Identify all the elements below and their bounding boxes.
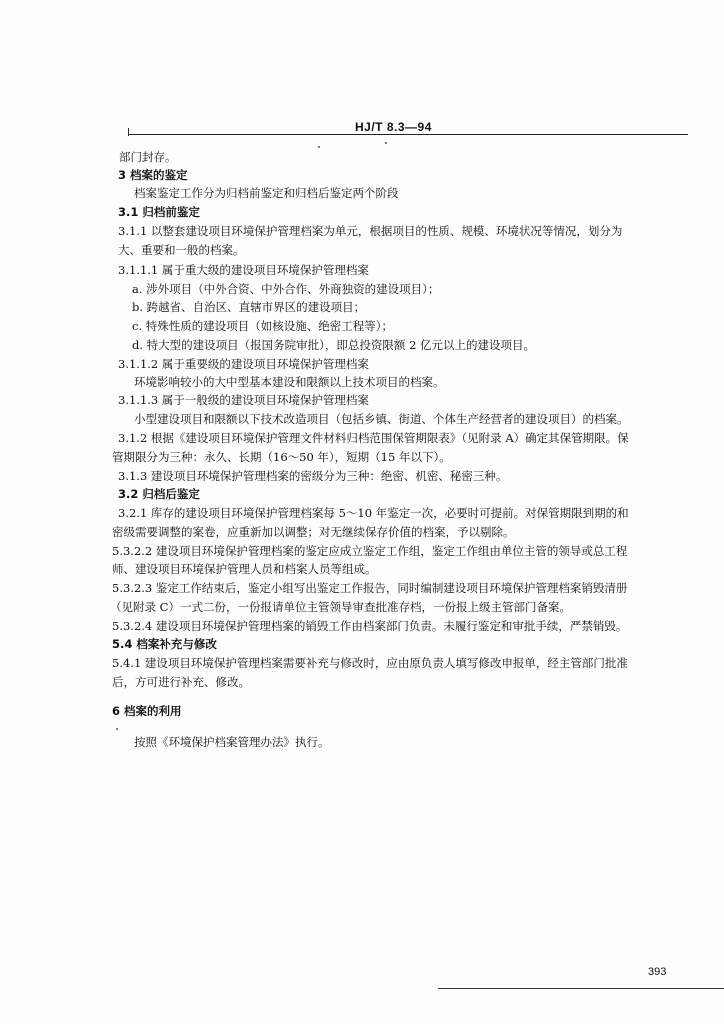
text-line: 环境影响较小的大中型基本建设和限额以上技术项目的档案。 [134, 375, 445, 389]
section-heading: 3 档案的鉴定 [118, 168, 188, 182]
text-line: 密级需要调整的案卷，应重新加以调整；对无继续保存价值的档案，予以剔除。 [112, 525, 515, 539]
text-line: 后，方可进行补充、修改。 [112, 675, 250, 689]
text-line: 3.1.1.2 属于重要级的建设项目环境保护管理档案 [118, 357, 369, 371]
text-line: 3.1.1.3 属于一般级的建设项目环境保护管理档案 [118, 393, 369, 407]
scan-speck [318, 146, 320, 148]
page-number: 393 [648, 966, 667, 978]
section-heading: 3.2 归档后鉴定 [118, 487, 200, 501]
footer-rule [438, 988, 724, 989]
list-item: a. 涉外项目（中外合资、中外合作、外商独资的建设项目）； [132, 282, 440, 296]
text-line: 5.3.2.3 鉴定工作结束后，鉴定小组写出鉴定工作报告，同时编制建设项目环境保护管理档案销毁清册 [112, 581, 628, 595]
text-line: 档案鉴定工作分为归档前鉴定和归档后鉴定两个阶段 [134, 186, 399, 200]
text-line: 部门封存。 [119, 150, 177, 164]
scan-speck [385, 142, 387, 144]
text-line: 3.1.2 根据《建设项目环境保护管理文件材料归档范围保管期限表》（见附录 A）确定其保管期限。保 [118, 431, 629, 445]
list-item: d. 特大型的建设项目（报国务院审批），即总投资限额 2 亿元以上的建设项目。 [132, 338, 536, 352]
text-line: 小型建设项目和限额以下技术改造项目（包括乡镇、街道、个体生产经营者的建设项目）的档案。 [134, 412, 629, 426]
text-line: 3.1.3 建设项目环境保护管理档案的密级分为三种：绝密、机密、秘密三种。 [118, 469, 508, 483]
text-line: 5.3.2.2 建设项目环境保护管理档案的鉴定应成立鉴定工作组，鉴定工作组由单位主管的领导或总工程 [112, 544, 628, 558]
text-line: 按照《环境保护档案管理办法》执行。 [134, 735, 330, 749]
text-line: （见附录 C）一式二份，一份报请单位主管领导审查批准存档，一份报上级主管部门备案。 [110, 600, 571, 614]
header-rule [128, 134, 688, 135]
text-line: 5.4.1 建设项目环境保护管理档案需要补充与修改时，应由原负责人填写修改申报单，经主管部门批准 [112, 656, 628, 670]
section-heading: 3.1 归档前鉴定 [118, 205, 200, 219]
text-line: 3.2.1 库存的建设项目环境保护管理档案每 5～10 年鉴定一次，必要时可提前。对保管期限到期的和 [118, 506, 629, 520]
text-line: 3.1.1.1 属于重大级的建设项目环境保护管理档案 [118, 263, 369, 277]
text-line: 5.3.2.4 建设项目环境保护管理档案的销毁工作由档案部门负责。未履行鉴定和审批手续，严禁销毁。 [112, 619, 628, 633]
scan-speck [116, 728, 118, 730]
list-item: b. 跨越省、自治区、直辖市界区的建设项目； [132, 300, 366, 314]
list-item: c. 特殊性质的建设项目（如核设施、绝密工程等）； [132, 319, 393, 333]
text-line: 管期限分为三种：永久、长期（16～50 年），短期（15 年以下）。 [112, 450, 451, 464]
section-heading: 6 档案的利用 [112, 704, 182, 718]
section-heading: 5.4 档案补充与修改 [112, 637, 217, 651]
standard-code-header: HJ/T 8.3—94 [355, 120, 432, 134]
text-line: 师、建设项目环境保护管理人员和档案人员等组成。 [112, 562, 377, 576]
text-line: 大、重要和一般的档案。 [118, 243, 245, 257]
text-line: 3.1.1 以整套建设项目环境保护管理档案为单元，根据项目的性质、规模、环境状况等情况，划分为 [118, 224, 623, 238]
